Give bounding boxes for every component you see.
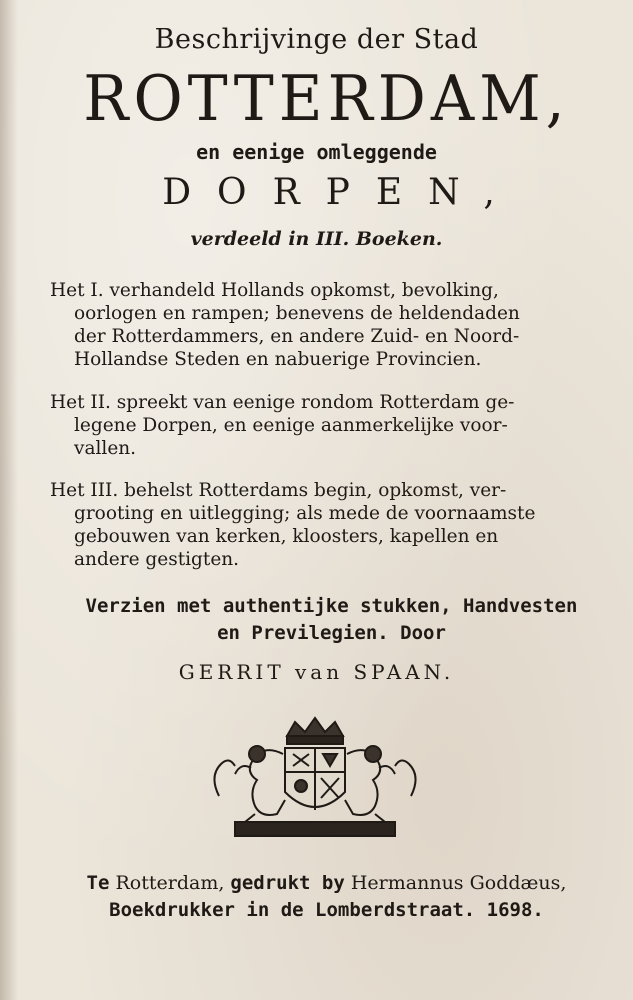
imprint-prefix: Te: [86, 872, 110, 894]
paragraph-2-line-2: legene Dorpen, en eenige aanmerkelijke voor-: [74, 415, 508, 436]
paragraph-1-line-2: oorlogen en rampen; benevens de heldendaden: [74, 303, 520, 324]
paragraph-book-2: [50, 391, 605, 460]
paragraph-3-line-4: andere gestigten.: [74, 549, 240, 570]
paragraph-2-first: Het II. spreekt van eenige rondom Rotterdam ge-: [50, 392, 515, 413]
paragraph-1-line-4: Hollandse Steden en nabuerige Provincien.: [74, 349, 482, 370]
title-books: verdeeld in III. Boeken.: [190, 228, 443, 250]
imprint-printer: Hermannus Goddæus,: [350, 872, 567, 894]
coat-of-arms-icon: [205, 714, 425, 844]
imprint-block: [40, 870, 613, 924]
imprint-line-1: [40, 870, 613, 897]
imprint-place: Rotterdam,: [115, 872, 225, 894]
paragraph-1-line-3: der Rotterdammers, en andere Zuid- en Noord-: [74, 326, 520, 347]
imprint-printed-by: gedrukt by: [230, 872, 345, 894]
subtitle-block: [60, 593, 603, 647]
title-line-1: Beschrijvinge der Stad: [154, 24, 479, 55]
paragraph-1-first: Het I. verhandeld Hollands opkomst, bevolking,: [50, 280, 499, 301]
author-name: GERRIT van SPAAN.: [178, 660, 455, 684]
imprint-line-2: Boekdrukker in de Lomberdstraat. 1698.: [109, 899, 544, 921]
paragraph-3-first: Het III. behelst Rotterdams begin, opkomst, ver-: [50, 480, 507, 501]
paragraph-book-3: [50, 479, 605, 571]
title-line-3: en eenige omleggende: [196, 140, 437, 164]
title-city: ROTTERDAM,: [83, 62, 570, 136]
paragraph-book-1: [50, 279, 605, 371]
subtitle-line-1: Verzien met authentijke stukken, Handvesten: [85, 595, 578, 617]
paragraph-3-line-3: gebouwen van kerken, kloosters, kapellen en: [74, 526, 499, 547]
paragraph-3-line-2: grooting en uitlegging; als mede de voornaamste: [74, 503, 536, 524]
title-villages: DORPEN,: [162, 172, 521, 213]
paragraph-2-line-3: vallen.: [74, 438, 137, 459]
subtitle-line-2: en Previlegien. Door: [217, 622, 446, 644]
